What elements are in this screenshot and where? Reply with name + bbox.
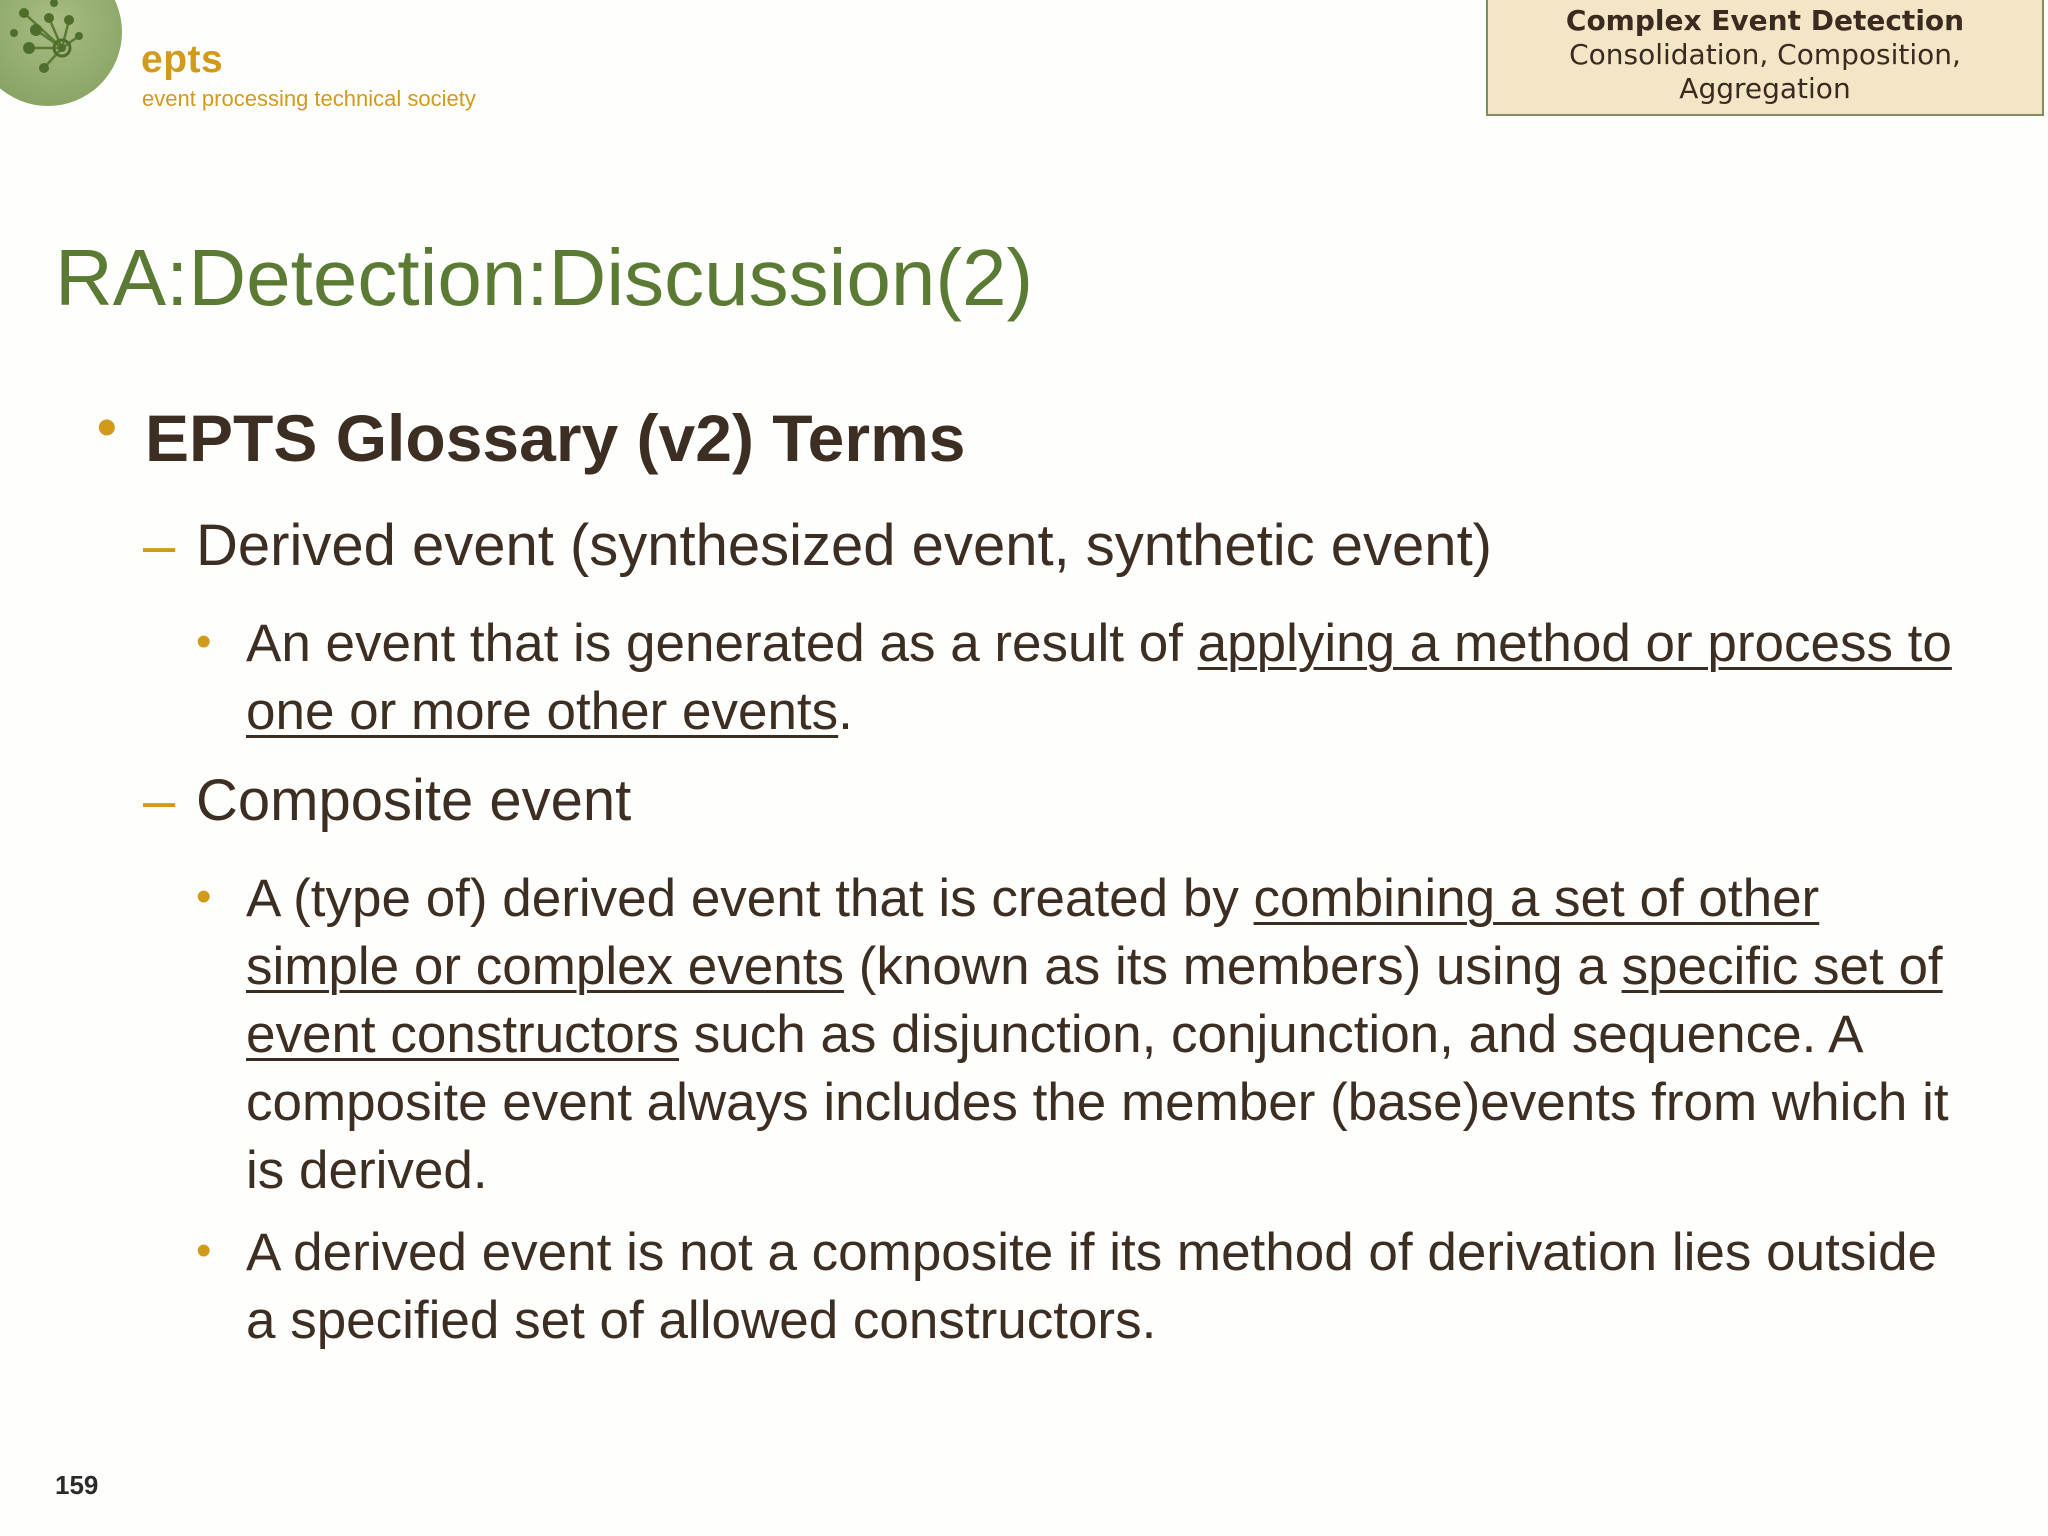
- def-underlined: specific set of event constructors: [246, 937, 1943, 1064]
- dash-icon: –: [143, 513, 176, 578]
- glossary-heading: EPTS Glossary (v2) Terms: [145, 401, 966, 475]
- bullet-icon: •: [196, 1226, 212, 1275]
- bullet-icon: •: [196, 872, 212, 921]
- logo-icon: [0, 0, 122, 106]
- section-title: Complex Event Detection: [1565, 4, 1965, 37]
- section-subtitle-line2: Aggregation: [1679, 72, 1851, 105]
- def-underlined: applying a method or process to one or more other events: [246, 614, 1952, 741]
- def-text: .: [838, 682, 853, 741]
- page-number: 159: [55, 1470, 99, 1500]
- brand-tagline: event processing technical society: [142, 86, 476, 111]
- section-subtitle-line1: Consolidation, Composition,: [1569, 38, 1961, 71]
- term-label: Composite event: [196, 768, 632, 833]
- def-text: such as disjunction, conjunction, and sequence. A composite event always includes the member (base)events from which it is derived.: [246, 1005, 1949, 1200]
- bullet-icon: •: [196, 617, 212, 666]
- brand-name: epts: [141, 38, 224, 81]
- section-label-box: [1486, 0, 2044, 116]
- dash-icon: –: [143, 768, 176, 833]
- definition-text: [246, 865, 1956, 1205]
- slide-title: RA:Detection:Discussion(2): [55, 233, 1034, 322]
- definition-text: [246, 610, 1956, 746]
- def-underlined: combining a set of other simple or complex events: [246, 869, 1820, 996]
- def-text: A (type of) derived event that is created by: [246, 869, 1254, 928]
- def-text: An event that is generated as a result of: [246, 614, 1198, 673]
- bullet-icon: •: [97, 395, 117, 458]
- term-label: Derived event (synthesized event, synthetic event): [196, 513, 1492, 578]
- def-text: (known as its members) using a: [843, 937, 1622, 996]
- note-text: A derived event is not a composite if its method of derivation lies outside a specified set of allowed constructors.: [246, 1223, 1938, 1350]
